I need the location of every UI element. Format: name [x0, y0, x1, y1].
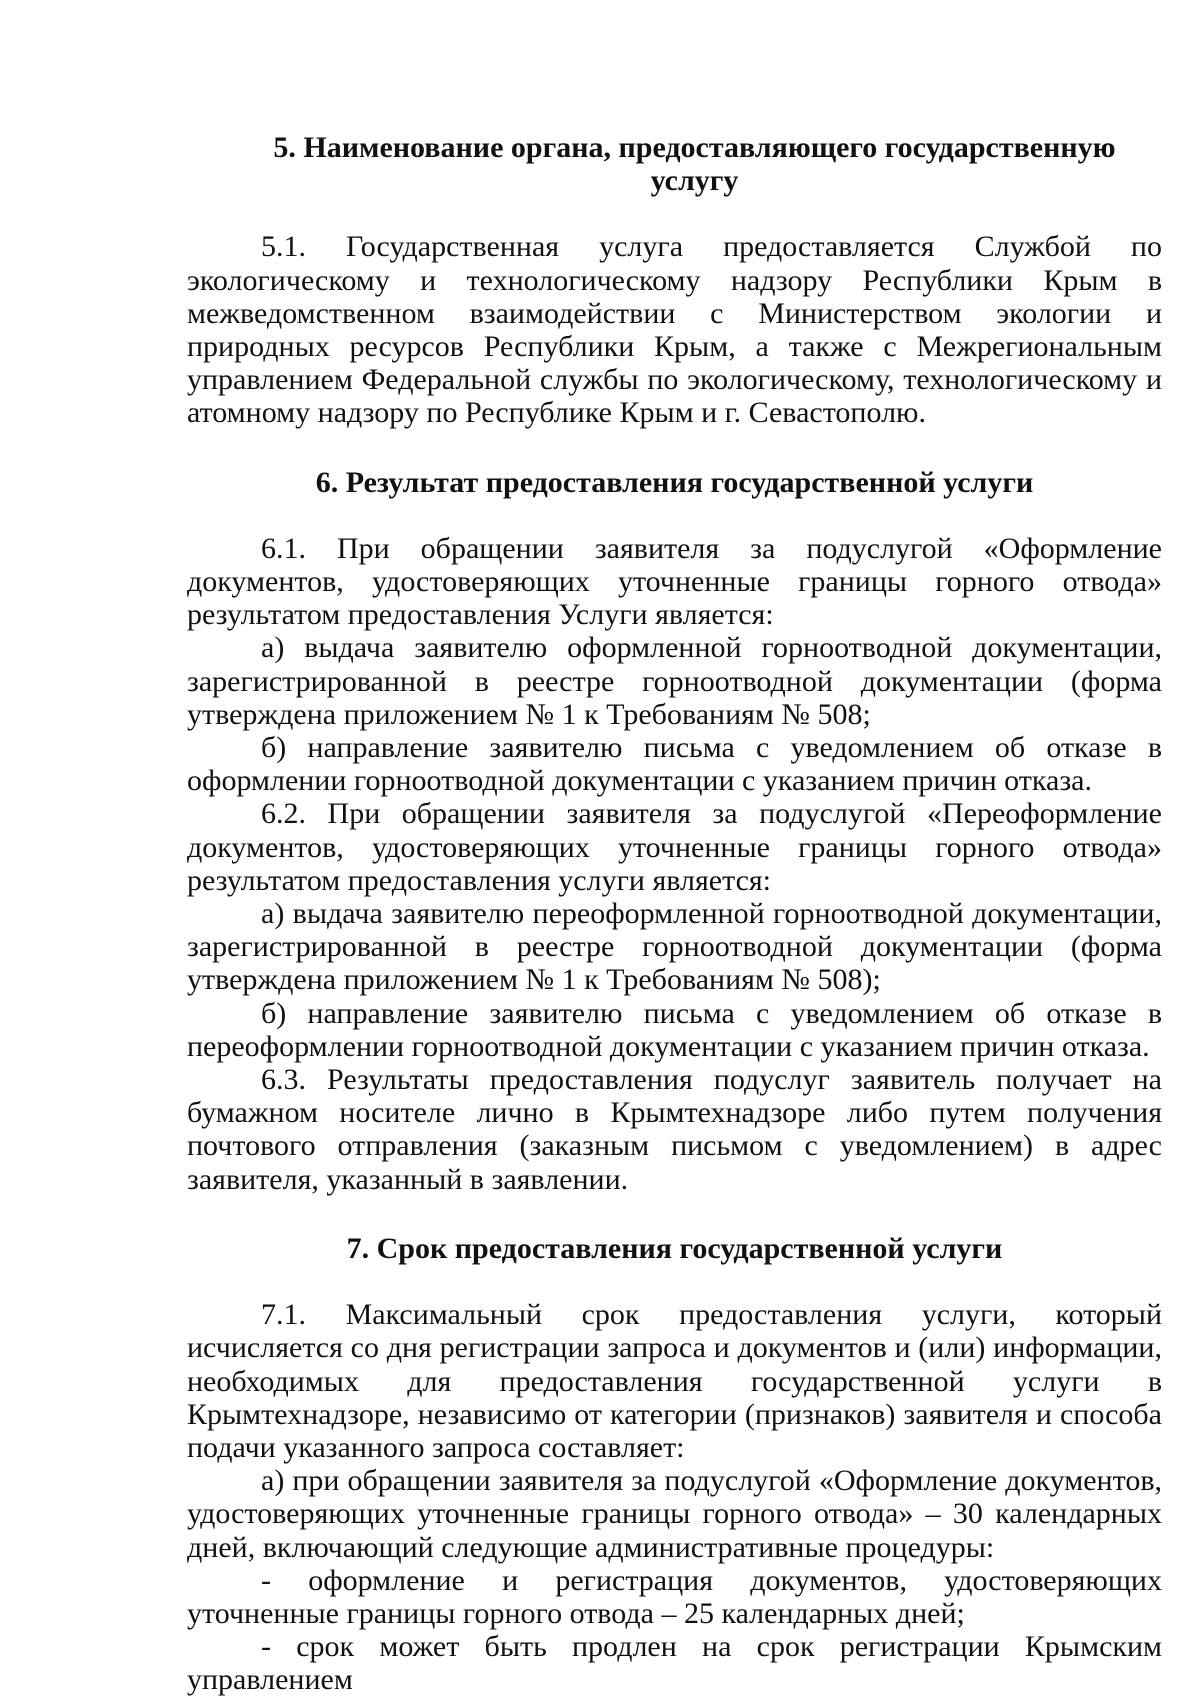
section-6-paragraph-2: 6.2. При обращении заявителя за подуслугой «Переоформление документов, удостоверяющих уточненные границы горного отвода» результатом предоставления услуги является:: [187, 797, 1162, 897]
section-5-heading: 5. Наименование органа, предоставляющего государственную услугу: [273, 131, 1116, 198]
section-6-item-1a: а) выдача заявителю оформленной горноотводной документации, зарегистрированной в реестре горноотводной документации (форма утверждена приложением № 1 к Требованиям № 508;: [187, 631, 1162, 731]
section-7-item-1a: а) при обращении заявителя за подуслугой «Оформление документов, удостоверяющих уточненные границы горного отвода» – 30 календарных дней, включающий следующие административные процедуры:: [187, 1464, 1162, 1564]
section-6-item-2b: б) направление заявителю письма с уведомлением об отказе в переоформлении горноотводной документации с указанием причин отказа.: [187, 996, 1162, 1063]
section-6-heading: 6. Результат предоставления государственной услуги: [315, 465, 1034, 499]
section-6-paragraph-1: 6.1. При обращении заявителя за подуслугой «Оформление документов, удостоверяющих уточненные границы горного отвода» результатом предоставления Услуги является:: [187, 531, 1162, 632]
section-5-paragraph-1: 5.1. Государственная услуга предоставляется Службой по экологическому и технологическому надзору Республики Крым в межведомственном взаимодействии с Министерством экологии и природных ресурсов Республики Крым, а также с Межрегиональным управлением Федеральной службы по экологическому, технологическому и атомному надзору по Республике Крым и г. Севастополю.: [187, 230, 1162, 430]
section-7-paragraph-1: 7.1. Максимальный срок предоставления услуги, который исчисляется со дня регистрации запроса и документов и (или) информации, необходимых для предоставления государственной услуги в Крымтехнадзоре, независимо от категории (признаков) заявителя и способа подачи указанного запроса составляет:: [187, 1298, 1162, 1464]
section-7-item-1a-step-1: - оформление и регистрация документов, удостоверяющих уточненные границы горного отвода – 25 календарных дней;: [187, 1563, 1162, 1630]
section-7-item-1a-step-2: - срок может быть продлен на срок регистрации Крымским управлением: [187, 1630, 1162, 1697]
section-6-item-2a: а) выдача заявителю переоформленной горноотводной документации, зарегистрированной в реестре горноотводной документации (форма утверждена приложением № 1 к Требованиям № 508);: [187, 897, 1162, 997]
section-6-item-1b: б) направление заявителю письма с уведомлением об отказе в оформлении горноотводной документации с указанием причин отказа.: [187, 731, 1162, 798]
section-6-paragraph-3: 6.3. Результаты предоставления подуслуг заявитель получает на бумажном носителе лично в Крымтехнадзоре либо путем получения почтового отправления (заказным письмом с уведомлением) в адрес заявителя, указанный в заявлении.: [187, 1063, 1162, 1196]
section-7-heading: 7. Срок предоставления государственной услуги: [346, 1231, 1003, 1265]
document-body: [187, 131, 1162, 1697]
